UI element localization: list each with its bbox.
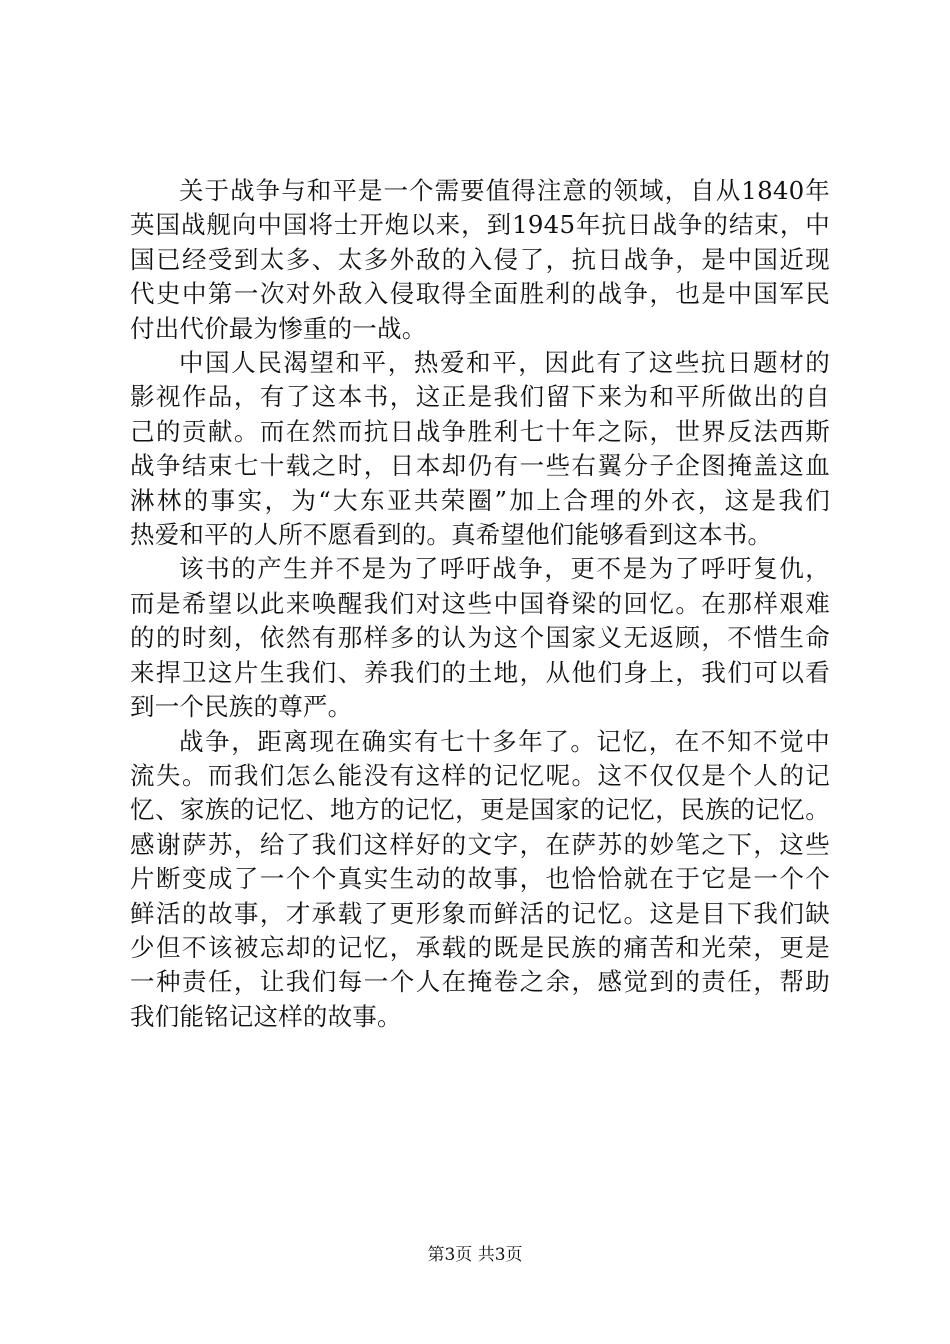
text-line: 淋林的事实，为“大东亚共荣圈”加上合理的外衣，这是我们: [130, 485, 830, 515]
text-line: 热爱和平的人所不愿看到的。真希望他们能够看到这本书。: [130, 520, 773, 550]
text-line: 我们能铭记这样的故事。: [130, 1001, 402, 1031]
document-body: [130, 174, 830, 1034]
text-line: 己的贡献。而在然而抗日战争胜利七十年之际，世界反法西斯: [130, 416, 830, 446]
paragraph-2: [130, 346, 830, 552]
text-line: 该书的产生并不是为了呼吁战争，更不是为了呼吁复仇，: [179, 554, 830, 584]
text-line: 战争，距离现在确实有七十多年了。记忆，在不知不觉中: [179, 726, 830, 756]
text-line: 付出代价最为惨重的一战。: [130, 313, 427, 343]
text-line: 代史中第一次对外敌入侵取得全面胜利的战争，也是中国军民: [130, 279, 830, 309]
text-line: 国已经受到太多、太多外敌的入侵了，抗日战争，是中国近现: [130, 244, 830, 274]
text-line: 来捍卫这片生我们、养我们的土地，从他们身上，我们可以看: [130, 657, 830, 687]
text-line: 忆、家族的记忆、地方的记忆，更是国家的记忆，民族的记忆。: [130, 795, 830, 825]
text-line: 的的时刻，依然有那样多的认为这个国家义无返顾，不惜生命: [130, 623, 830, 653]
paragraph-3: [130, 552, 830, 724]
text-line: 影视作品，有了这本书，这正是我们留下来为和平所做出的自: [130, 382, 830, 412]
text-line: 英国战舰向中国将士开炮以来，到1945年抗日战争的结束，中: [130, 210, 830, 240]
text-line: 流失。而我们怎么能没有这样的记忆呢。这不仅仅是个人的记: [130, 760, 830, 790]
page-number-footer: 第3页 共3页: [427, 1245, 523, 1265]
text-line: 感谢萨苏，给了我们这样好的文字，在萨苏的妙笔之下，这些: [130, 829, 830, 859]
text-line: 关于战争与和平是一个需要值得注意的领域，自从1840年: [179, 176, 830, 205]
text-line: 战争结束七十载之时，日本却仍有一些右翼分子企图掩盖这血: [130, 451, 830, 481]
text-line: 少但不该被忘却的记忆，承载的既是民族的痛苦和光荣，更是: [130, 932, 830, 962]
paragraph-4: [130, 725, 830, 1035]
text-line: 鲜活的故事，才承载了更形象而鲜活的记忆。这是目下我们缺: [130, 898, 830, 928]
text-line: 而是希望以此来唤醒我们对这些中国脊梁的回忆。在那样艰难: [130, 588, 830, 618]
text-line: 到一个民族的尊严。: [130, 692, 353, 722]
text-line: 一种责任，让我们每一个人在掩卷之余，感觉到的责任，帮助: [130, 967, 830, 997]
text-line: 中国人民渴望和平，热爱和平，因此有了这些抗日题材的: [179, 348, 830, 378]
paragraph-1: [130, 174, 830, 346]
text-line: 片断变成了一个个真实生动的故事，也恰恰就在于它是一个个: [130, 864, 830, 894]
